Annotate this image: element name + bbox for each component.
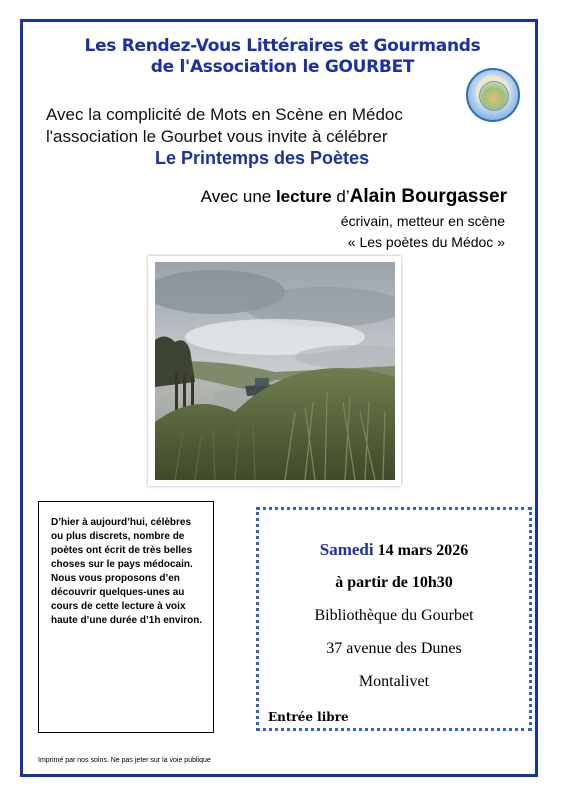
lecture-title: « Les poètes du Médoc » — [347, 234, 505, 250]
description-para-2: Nous vous proposons d’en découvrir quelques-unes au cours de cette lecture à voix haute d’une durée d’1h environ. — [51, 573, 203, 626]
lecture-prefix: Avec une — [200, 187, 276, 206]
event-address: 37 avenue des Dunes — [326, 640, 462, 657]
intro-line-2: l'association le Gourbet vous invite à célébrer — [46, 127, 388, 146]
event-time: à partir de 10h30 — [335, 574, 453, 591]
intro-text — [46, 104, 403, 148]
estuary-landscape-image — [155, 262, 395, 480]
estuary-photo — [148, 256, 401, 486]
entry-note: Entrée libre — [268, 710, 349, 724]
author-role: écrivain, metteur en scène — [340, 213, 505, 229]
description-box — [38, 501, 214, 733]
event-day: Samedi — [319, 540, 374, 559]
lecture-word: lecture — [275, 187, 332, 206]
lecture-line — [201, 186, 507, 208]
intro-line-1: Avec la complicité de Mots en Scène en Médoc — [46, 105, 403, 124]
event-details-box — [256, 507, 532, 731]
footer-note: Imprimé par nos soins. Ne pas jeter sur la voie publique — [38, 757, 211, 764]
event-date-value: 14 mars 2026 — [377, 542, 469, 559]
association-logo — [466, 68, 520, 122]
author-details — [341, 211, 505, 253]
title-line-2: de l'Association le GOURBET — [150, 57, 415, 77]
lecture-joiner: d’ — [331, 187, 350, 206]
event-date — [259, 540, 529, 560]
title-line-1: Les Rendez-Vous Littéraires et Gourmands — [84, 36, 481, 56]
logo-emblem-icon — [479, 81, 509, 111]
description-para-1: D’hier à aujourd’hui, célèbres ou plus discrets, nombre de poètes ont écrit de très belles choses sur le pays médocain. — [51, 517, 193, 570]
author-name: Alain Bourgasser — [349, 186, 507, 207]
event-place: Bibliothèque du Gourbet — [314, 607, 474, 624]
event-city: Montalivet — [358, 673, 430, 690]
event-name: Le Printemps des Poètes — [155, 148, 370, 168]
